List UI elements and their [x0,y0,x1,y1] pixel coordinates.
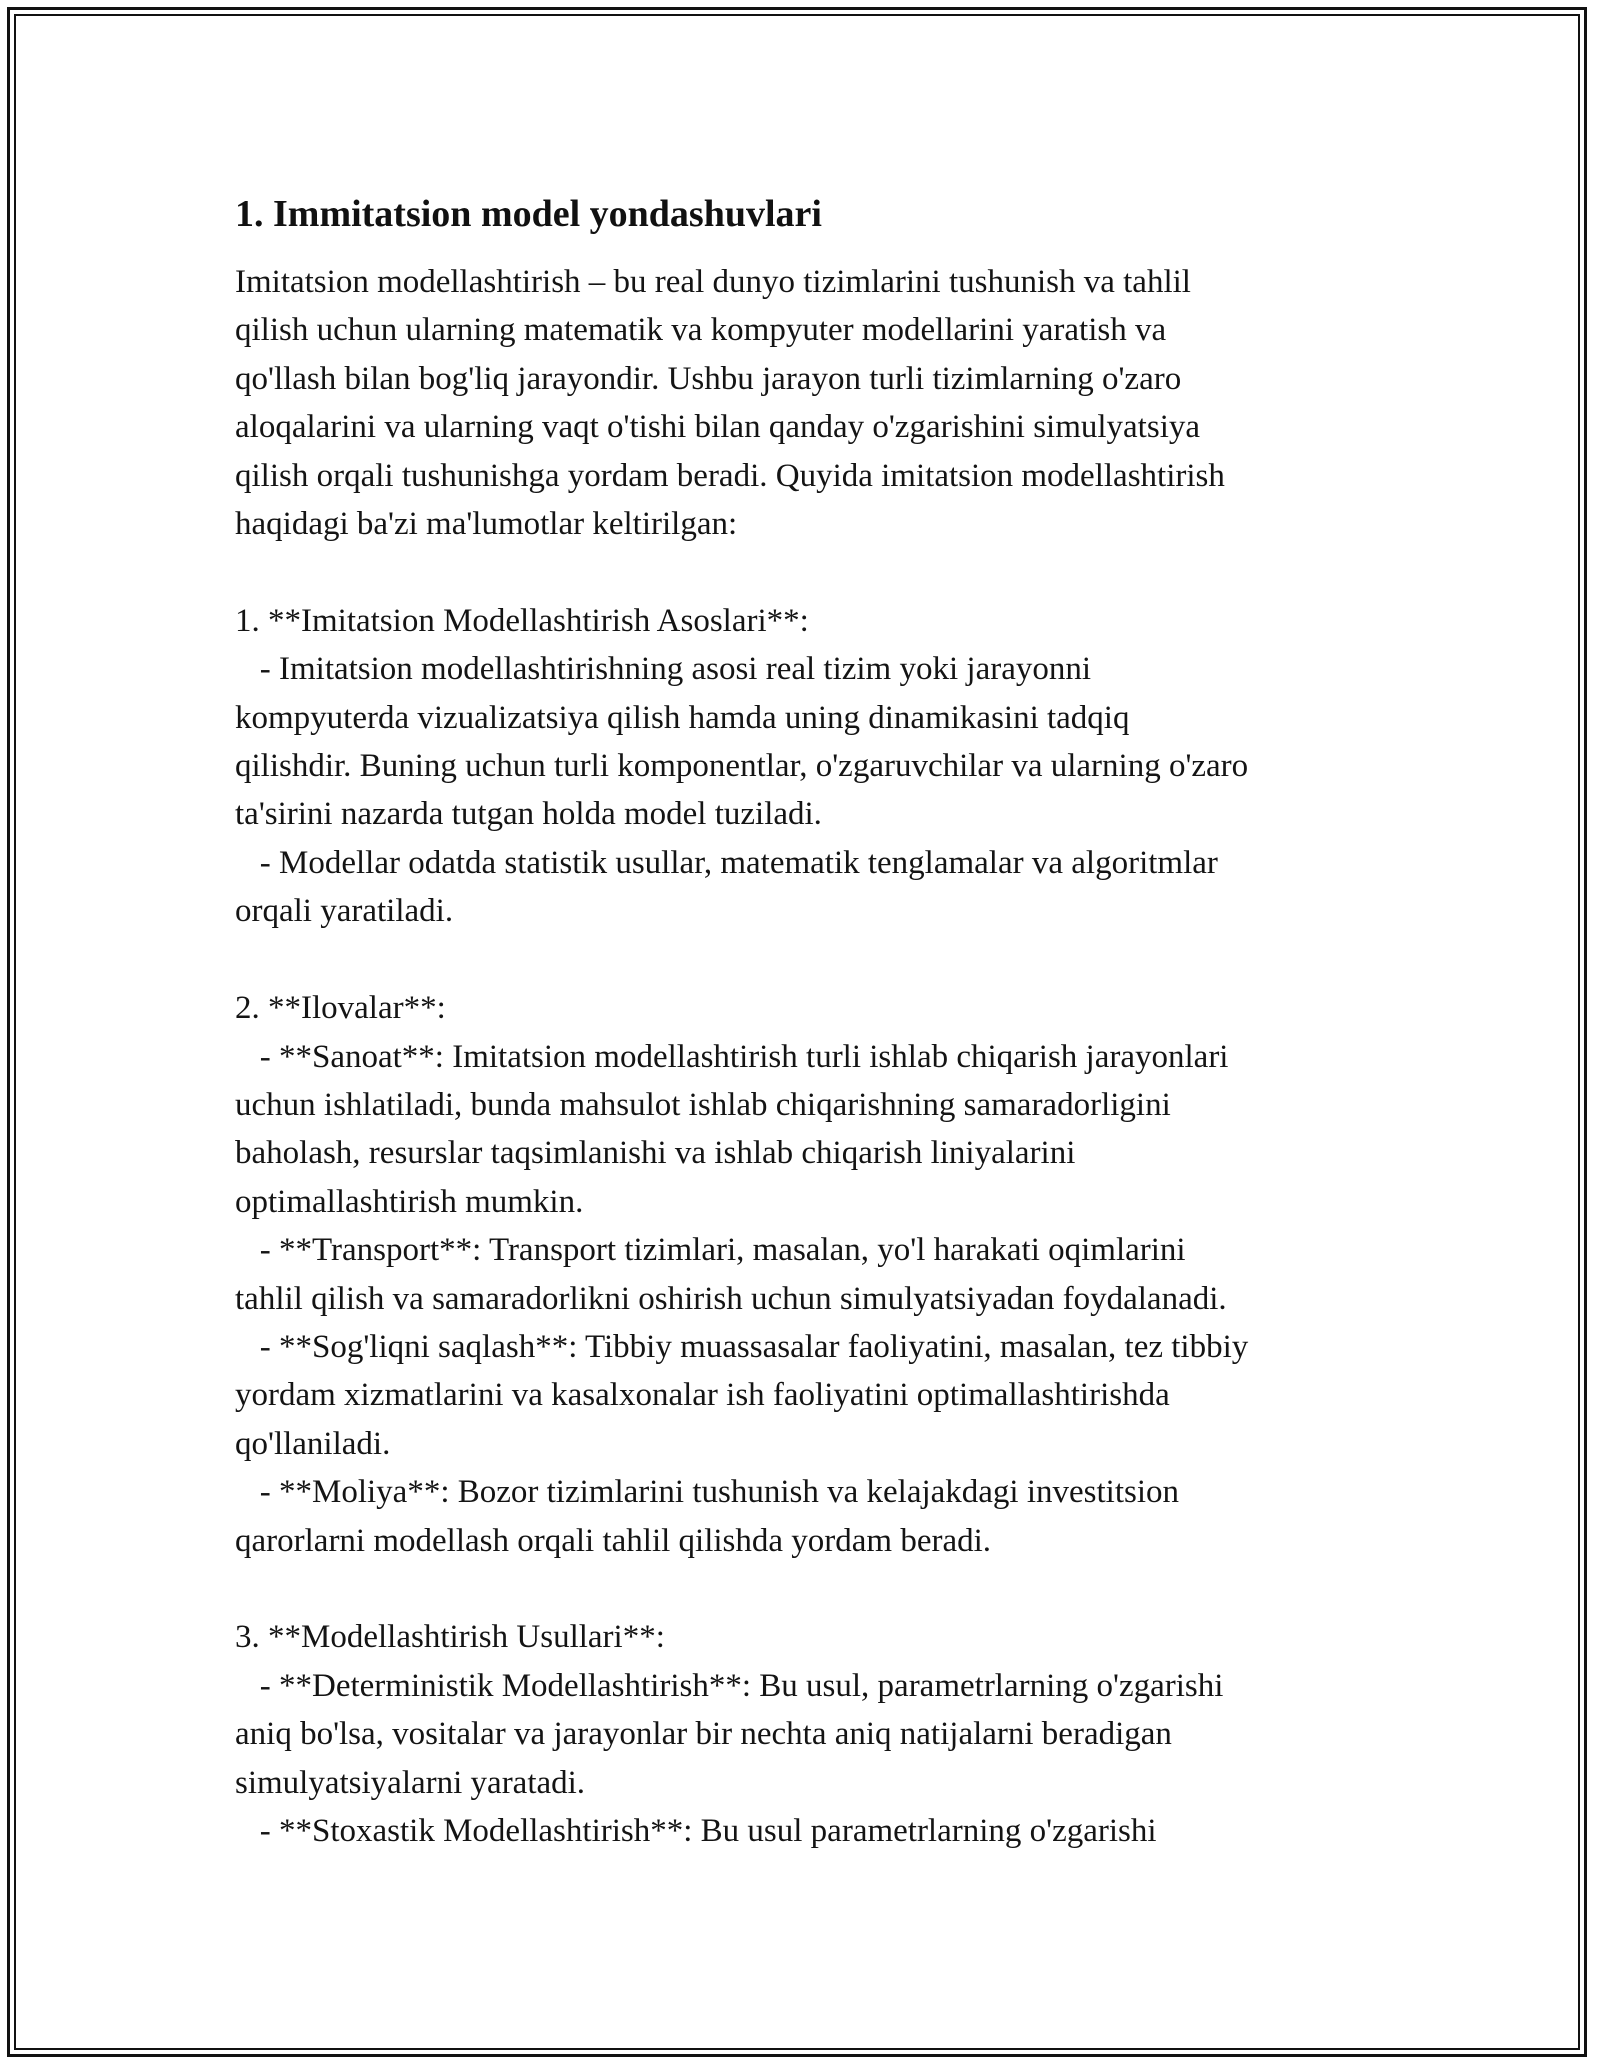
document-content [235,188,1375,1855]
section-heading: 1. Immitatsion model yondashuvlari [235,193,822,235]
body-text: Imitatsion modellashtirish – bu real dunyo tizimlarini tushunish va tahlil qilish uchun ularning matematik va kompyuter modellarini yaratish va qo'llash bilan bog'liq jarayondir. Ushbu jarayon turli tizimlarning o'zaro aloqalarini va ularning vaqt o'tishi bilan qanday o'zgarishini simulyatsiya qilish orqali tushunishga yordam beradi. Quyida imitatsion modellashtirish haqidagi ba'zi ma'lumotlar keltirilgan: 1. **Imitatsion Modellashtirish Asoslari**: - Imitatsion modellashtirishning asosi real tizim yoki jarayonni kompyuterda vizualizatsiya qilish hamda uning dinamikasini tadqiq qilishdir. Buning uchun turli komponentlar, o'zgaruvchilar va ularning o'zaro ta'sirini nazarda tutgan holda model tuziladi. - Modellar odatda statistik usullar, matematik tenglamalar va algoritmlar orqali yaratiladi. 2. **Ilovalar**: - **Sanoat**: Imitatsion modellashtirish turli ishlab chiqarish jarayonlari uchun ishlatiladi, bunda mahsulot ishlab chiqarishning samaradorligini baholash, resurslar taqsimlanishi va ishlab chiqarish liniyalarini optimallashtirish mumkin. - **Transport**: Transport tizimlari, masalan, yo'l harakati oqimlarini tahlil qilish va samaradorlikni oshirish uchun simulyatsiyadan foydalanadi. - **Sog'liqni saqlash**: Tibbiy muassasalar faoliyatini, masalan, tez tibbiy yordam xizmatlarini va kasalxonalar ish faoliyatini optimallashtirishda qo'llaniladi. - **Moliya**: Bozor tizimlarini tushunish va kelajakdagi investitsion qarorlarni modellash orqali tahlil qilishda yordam beradi. 3. **Modellashtirish Usullari**: - **Deterministik Modellashtirish**: Bu usul, parametrlarning o'zgarishi aniq bo'lsa, vositalar va jarayonlar bir nechta aniq natijalarni beradigan simulyatsiyalarni yaratadi. - **Stoxastik Modellashtirish**: Bu usul parametrlarning o'zgarishi [235,264,1249,1849]
